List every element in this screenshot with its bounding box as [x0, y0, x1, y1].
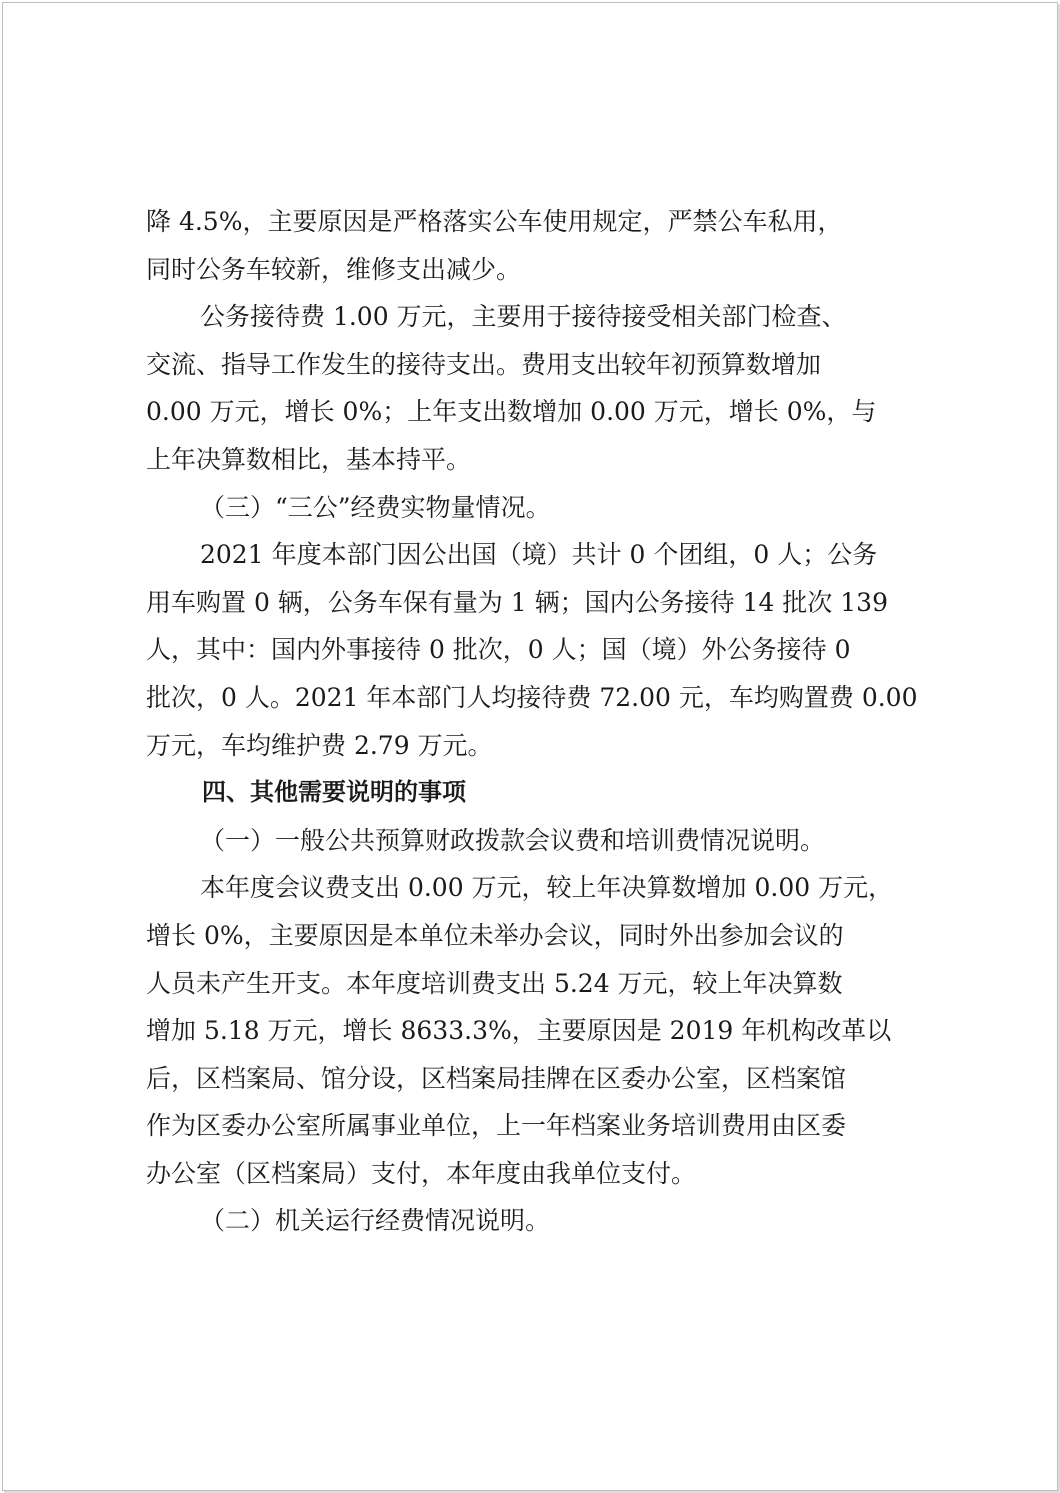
paragraph-line: 交流、指导工作发生的接待支出。费用支出较年初预算数增加: [146, 349, 822, 379]
paragraph-line: 后，区档案局、馆分设，区档案局挂牌在区委办公室，区档案馆: [146, 1063, 847, 1093]
subsection-heading: （三）“三公”经费实物量情况。: [200, 492, 551, 522]
paragraph-line: 降 4.5%，主要原因是严格落实公车使用规定，严禁公车私用，: [146, 207, 843, 236]
paragraph-line: 批次，0 人。2021 年本部门人均接待费 72.00 元，车均购置费 0.00: [146, 682, 918, 712]
paragraph-line: 同时公务车较新，维修支出减少。: [146, 254, 522, 284]
section-heading: 四、其他需要说明的事项: [202, 778, 466, 807]
paragraph-line: 2021 年度本部门因公出国（境）共计 0 个团组，0 人；公务: [200, 540, 878, 570]
paragraph-line: 人员未产生开支。本年度培训费支出 5.24 万元，较上年决算数: [146, 968, 843, 998]
paragraph-line: 增长 0%，主要原因是本单位未举办会议，同时外出参加会议的: [146, 920, 844, 950]
paragraph-line: 上年决算数相比，基本持平。: [146, 444, 472, 474]
paragraph-line: 本年度会议费支出 0.00 万元，较上年决算数增加 0.00 万元，: [200, 873, 894, 903]
paragraph-line: 公务接待费 1.00 万元，主要用于接待接受相关部门检查、: [200, 302, 847, 332]
document-page: [2, 2, 1058, 1491]
paragraph-line: 0.00 万元，增长 0%；上年支出数增加 0.00 万元，增长 0%，与: [146, 397, 877, 427]
paragraph-line: 增加 5.18 万元，增长 8633.3%，主要原因是 2019 年机构改革以: [146, 1016, 892, 1046]
paragraph-line: 作为区委办公室所属事业单位，上一年档案业务培训费用由区委: [146, 1111, 847, 1141]
paragraph-line: 办公室（区档案局）支付，本年度由我单位支付。: [146, 1158, 697, 1188]
paragraph-line: 万元，车均维护费 2.79 万元。: [146, 730, 493, 760]
subsection-heading: （二）机关运行经费情况说明。: [200, 1206, 551, 1236]
paragraph-line: 人，其中：国内外事接待 0 批次，0 人；国（境）外公务接待 0: [146, 635, 851, 665]
subsection-heading: （一）一般公共预算财政拨款会议费和培训费情况说明。: [200, 825, 826, 855]
paragraph-line: 用车购置 0 辆，公务车保有量为 1 辆；国内公务接待 14 批次 139: [146, 587, 888, 617]
document-body: [146, 198, 923, 1245]
